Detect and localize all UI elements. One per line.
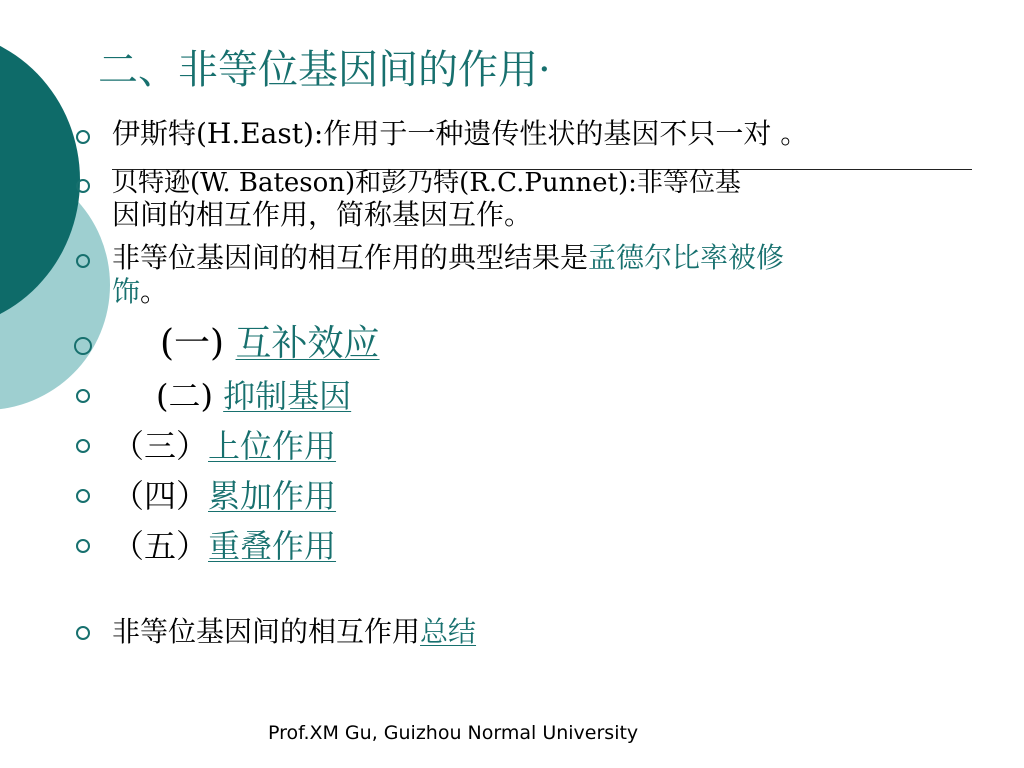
item-suffix: 。 <box>140 275 169 308</box>
bullet-circle-icon <box>76 389 90 403</box>
link-complementary-effect[interactable]: 互补效应 <box>235 323 380 364</box>
bullet-circle-icon <box>76 539 90 553</box>
item-prefix: (二) <box>156 377 213 415</box>
link-additive-effect[interactable]: 累加作用 <box>208 477 337 515</box>
item-text <box>112 616 476 648</box>
item-text <box>156 376 351 416</box>
slide-title: 二、非等位基因间的作用· <box>98 47 551 93</box>
item-prefix: （三） <box>112 427 209 465</box>
link-epistasis[interactable]: 上位作用 <box>208 427 337 465</box>
item-text <box>160 322 380 366</box>
item-text <box>112 426 336 466</box>
bullet-circle-icon <box>74 337 92 355</box>
highlight-text: 孟德尔比率被修 <box>588 241 785 274</box>
item-prefix: 非等位基因间的相互作用 <box>112 615 421 648</box>
item-prefix: （五） <box>112 527 209 565</box>
bullet-circle-icon <box>76 489 90 503</box>
item-prefix: 非等位基因间的相互作用的典型结果是 <box>112 241 589 274</box>
item-text-line1 <box>112 242 784 274</box>
bullet-circle-icon <box>76 130 90 144</box>
item-text <box>112 526 336 566</box>
link-summary[interactable]: 总结 <box>420 615 477 648</box>
bullet-circle-icon <box>76 626 90 640</box>
highlight-text: 饰 <box>112 275 141 308</box>
item-text-line2 <box>112 276 168 308</box>
item-text-line2: 因间的相互作用，简称基因互作。 <box>112 198 533 231</box>
bullet-circle-icon <box>76 254 90 268</box>
bullet-circle-icon <box>76 179 90 193</box>
link-inhibitor-gene[interactable]: 抑制基因 <box>223 377 352 415</box>
item-prefix: (一) <box>160 323 225 364</box>
bullet-circle-icon <box>76 439 90 453</box>
item-text-line1: 贝特逊(W. Bateson)和彭乃特(R.C.Punnet):非等位基 <box>112 168 741 198</box>
item-prefix: （四） <box>112 477 209 515</box>
link-duplicate-effect[interactable]: 重叠作用 <box>208 527 337 565</box>
item-text <box>112 476 336 516</box>
slide-footer: Prof.XM Gu, Guizhou Normal University <box>268 722 639 744</box>
item-text: 伊斯特(H.East):作用于一种遗传性状的基因不只一对 。 <box>112 117 809 150</box>
